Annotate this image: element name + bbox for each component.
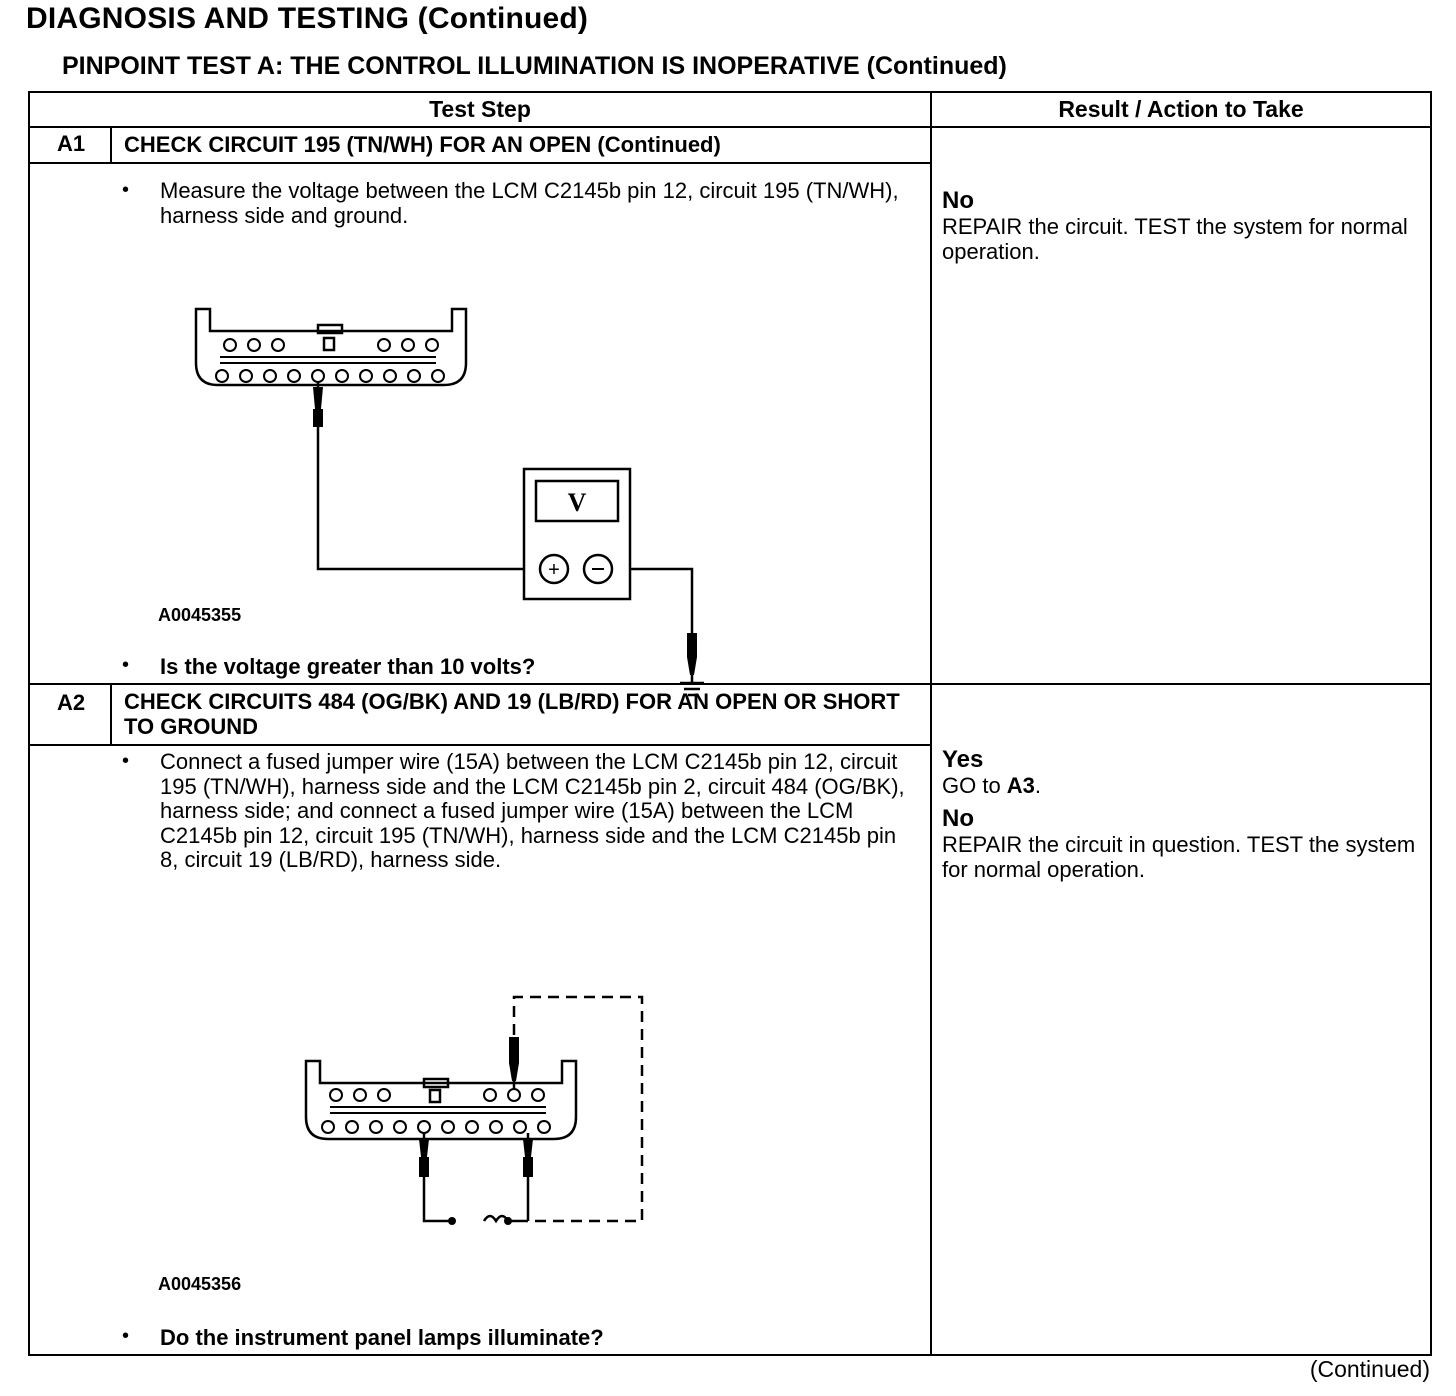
result-yes-action: GO to A3.	[942, 773, 1042, 798]
result-no-label: No	[942, 187, 974, 214]
svg-text:+: +	[548, 559, 560, 581]
header-divider	[30, 126, 1430, 128]
result-no-action: REPAIR the circuit. TEST the system for normal operation.	[942, 214, 1408, 264]
step-a2-id: A2	[56, 690, 86, 715]
step-a1-question: Is the voltage greater than 10 volts?	[160, 654, 536, 679]
result-no-label: No	[942, 805, 974, 832]
a1-title-divider	[30, 162, 930, 164]
result-yes-label: Yes	[942, 746, 984, 773]
step-a1-title: CHECK CIRCUIT 195 (TN/WH) FOR AN OPEN (Continued)	[124, 132, 721, 157]
meter-label: V	[567, 488, 587, 517]
step-a1-question-bullet: •	[122, 654, 130, 676]
page-subtitle: PINPOINT TEST A: THE CONTROL ILLUMINATION IS INOPERATIVE (Continued)	[62, 52, 1007, 80]
step-divider	[30, 683, 1430, 685]
step-a1-bullet: •	[122, 179, 130, 201]
a1-voltmeter-diagram	[190, 303, 650, 603]
step-a2-question-bullet: •	[122, 1325, 130, 1347]
pinpoint-test-table	[28, 91, 1432, 1356]
step-a1-id: A1	[56, 131, 86, 156]
continued-footer: (Continued)	[1309, 1356, 1430, 1382]
page-title: DIAGNOSIS AND TESTING (Continued)	[26, 2, 589, 35]
a2-jumper-diagram	[300, 993, 680, 1233]
step-a1-result	[942, 188, 1422, 264]
step-a2-figure-id: A0045356	[158, 1274, 242, 1294]
step-a2-instruction: Connect a fused jumper wire (15A) between the LCM C2145b pin 12, circuit 195 (TN/WH), harness side and the LCM C2145b pin 2, circuit 484 (OG/BK), harness side; and connect a fused jumper wire (15A) between the LCM C2145b pin 12, circuit 195 (TN/WH), harness side and the LCM C2145b pin 8, circuit 19 (LB/RD), harness side.	[160, 749, 905, 872]
column-divider	[930, 93, 932, 1354]
goto-step-ref: A3	[1006, 773, 1035, 798]
a2-title-divider	[30, 744, 930, 746]
step-a2-result	[942, 747, 1422, 882]
result-no-action: REPAIR the circuit in question. TEST the system for normal operation.	[942, 832, 1416, 882]
step-a2-question: Do the instrument panel lamps illuminate?	[160, 1325, 604, 1350]
header-result: Result / Action to Take	[1058, 96, 1304, 122]
step-a1-figure-id: A0045355	[158, 605, 242, 625]
step-a2-bullet: •	[122, 750, 130, 772]
header-test-step: Test Step	[429, 96, 531, 122]
step-a1-instruction: Measure the voltage between the LCM C2145b pin 12, circuit 195 (TN/WH), harness side and ground.	[160, 178, 899, 228]
step-a2-title: CHECK CIRCUITS 484 (OG/BK) AND 19 (LB/RD) FOR AN OPEN OR SHORT TO GROUND	[124, 689, 900, 739]
